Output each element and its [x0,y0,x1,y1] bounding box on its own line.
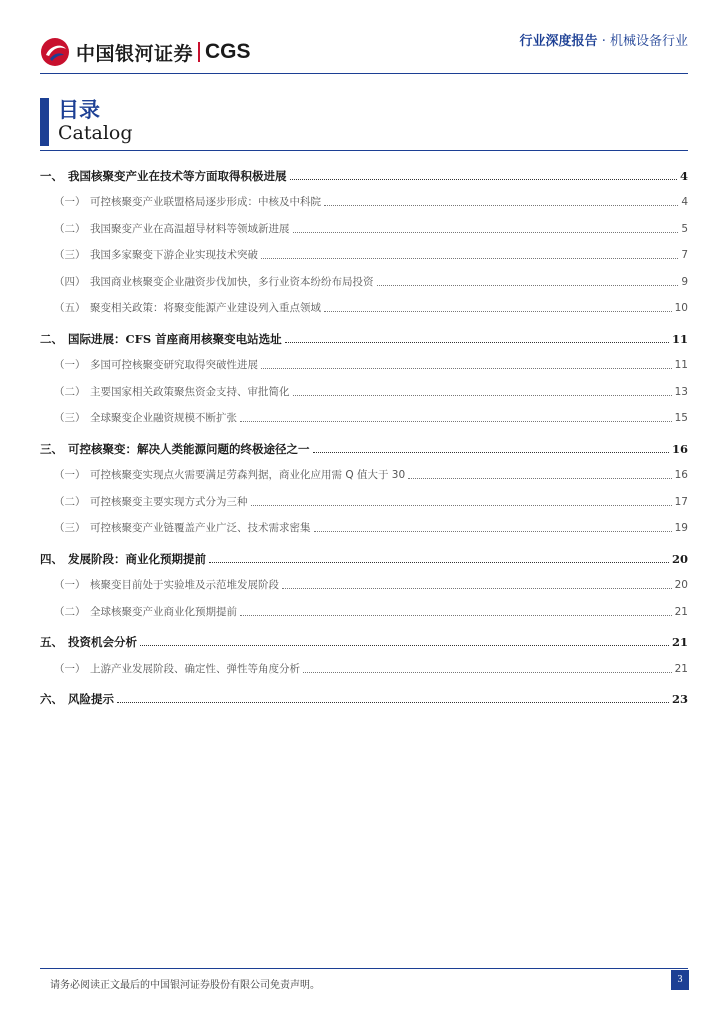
toc-title: 可控核聚变产业联盟格局逐步形成：中核及中科院 [90,196,321,208]
toc-page-number: 16 [671,441,688,456]
toc-page-number: 19 [674,522,688,534]
toc-subsection-link[interactable] [40,289,688,316]
table-of-contents [40,156,688,706]
toc-leader-dots [324,311,672,312]
toc-title: 上游产业发展阶段、确定性、弹性等角度分析 [90,662,300,675]
report-type-sector: 机械设备行业 [609,34,688,49]
page-number: 3 [671,970,689,990]
toc-number: （一） [54,469,86,481]
toc-subsection-link[interactable] [40,372,688,399]
toc-number: （二） [54,605,86,618]
toc-leader-dots [140,645,669,646]
toc-leader-dots [251,505,672,506]
toc-leader-dots [285,342,669,343]
toc-leader-dots [209,562,669,563]
toc-page-number: 21 [674,662,688,675]
toc-page-number: 23 [671,692,688,706]
catalog-accent-bar [40,98,49,146]
toc-page-number: 20 [674,579,688,591]
logo-text-cn: 中国银河证券 [76,42,194,65]
toc-title: 全球聚变企业融资规模不断扩张 [90,412,237,424]
report-type-label [520,30,688,49]
toc-title: 全球核聚变产业商业化预期提前 [90,605,237,618]
galaxy-logo-icon [40,37,70,67]
toc-title: 可控核聚变：解决人类能源问题的终极途径之一 [68,441,310,456]
toc-leader-dots [240,421,672,422]
toc-page-number: 17 [674,495,688,508]
toc-leader-dots [290,179,677,180]
toc-leader-dots [117,702,669,703]
logo-text-en: CGS [205,40,251,63]
toc-page-number: 15 [674,412,688,424]
footer-divider [40,968,688,969]
toc-page-number: 9 [681,275,688,288]
toc-leader-dots [293,232,679,233]
toc-number: （一） [54,196,86,208]
toc-leader-dots [377,285,679,286]
header-divider [40,73,688,74]
toc-page-number: 21 [671,635,688,649]
toc-number: （一） [54,579,86,591]
toc-number: 三、 [40,441,63,456]
company-logo [40,37,251,67]
toc-leader-dots [408,478,671,479]
toc-title: 发展阶段：商业化预期提前 [68,551,206,566]
toc-title: 多国可控核聚变研究取得突破性进展 [90,359,258,371]
toc-subsection-link[interactable] [40,649,688,676]
toc-title: 核聚变目前处于实验堆及示范堆发展阶段 [90,579,279,591]
toc-subsection-link[interactable] [40,482,688,509]
toc-page-number: 21 [674,605,688,618]
toc-leader-dots [324,205,678,206]
toc-title: 我国多家聚变下游企业实现技术突破 [90,249,258,261]
toc-number: 二、 [40,331,63,346]
toc-subsection-link[interactable] [40,346,688,373]
toc-title: 投资机会分析 [68,635,137,649]
toc-number: （三） [54,412,86,424]
toc-section-link[interactable] [40,623,688,650]
toc-leader-dots [261,368,672,369]
toc-number: （一） [54,359,86,371]
toc-subsection-link[interactable] [40,566,688,593]
report-type-separator: · [601,34,606,49]
toc-subsection-link[interactable] [40,592,688,619]
toc-number: （二） [54,385,86,398]
toc-page-number: 4 [681,196,688,208]
toc-subsection-link[interactable] [40,456,688,483]
footer-disclaimer: 请务必阅读正文最后的中国银河证券股份有限公司免责声明。 [50,980,320,991]
toc-title: 可控核聚变实现点火需要满足劳森判据，商业化应用需 Q 值大于 30 [90,469,406,481]
toc-title: 我国核聚变产业在技术等方面取得积极进展 [68,168,287,183]
toc-subsection-link[interactable] [40,183,688,210]
toc-title: 聚变相关政策：将聚变能源产业建设列入重点领域 [90,302,321,314]
toc-number: （五） [54,302,86,314]
catalog-divider [40,150,688,151]
toc-page-number: 20 [671,551,688,566]
toc-number: （三） [54,249,86,261]
toc-section-link[interactable] [40,429,688,456]
toc-subsection-link[interactable] [40,209,688,236]
toc-section-link[interactable] [40,319,688,346]
toc-leader-dots [293,395,672,396]
toc-page-number: 5 [681,222,688,235]
toc-leader-dots [282,588,672,589]
toc-page-number: 4 [679,168,688,183]
toc-leader-dots [240,615,672,616]
toc-subsection-link[interactable] [40,399,688,426]
toc-leader-dots [313,452,669,453]
toc-number: （二） [54,222,86,235]
toc-title: 国际进展：CFS 首座商用核聚变电站选址 [68,331,282,346]
toc-page-number: 11 [671,331,688,346]
toc-leader-dots [261,258,678,259]
toc-page-number: 7 [681,249,688,261]
report-type-bold: 行业深度报告 [519,34,598,49]
toc-number: （三） [54,522,86,534]
toc-subsection-link[interactable] [40,509,688,536]
toc-section-link[interactable] [40,680,688,707]
toc-title: 风险提示 [68,692,114,706]
toc-number: 六、 [40,692,63,706]
toc-number: 五、 [40,635,63,649]
toc-page-number: 10 [674,302,688,314]
toc-page-number: 11 [674,359,688,371]
toc-section-link[interactable] [40,539,688,566]
toc-subsection-link[interactable] [40,236,688,263]
toc-page-number: 16 [674,469,688,481]
toc-title: 可控核聚变主要实现方式分为三种 [90,495,248,508]
toc-leader-dots [303,672,672,673]
toc-page-number: 13 [674,385,688,398]
toc-title: 我国聚变产业在高温超导材料等领域新进展 [90,222,290,235]
toc-title: 我国商业核聚变企业融资步伐加快，多行业资本纷纷布局投资 [90,275,374,288]
toc-leader-dots [314,531,672,532]
logo-separator [198,42,200,62]
toc-title: 主要国家相关政策聚焦资金支持、审批简化 [90,385,290,398]
catalog-title-en: Catalog [58,122,133,144]
toc-number: （二） [54,495,86,508]
toc-number: 一、 [40,168,63,183]
catalog-title-cn: 目录 [58,98,100,122]
toc-number: 四、 [40,551,63,566]
toc-number: （一） [54,662,86,675]
toc-number: （四） [54,275,86,288]
toc-subsection-link[interactable] [40,262,688,289]
toc-title: 可控核聚变产业链覆盖产业广泛、技术需求密集 [90,522,311,534]
toc-section-link[interactable] [40,156,688,183]
